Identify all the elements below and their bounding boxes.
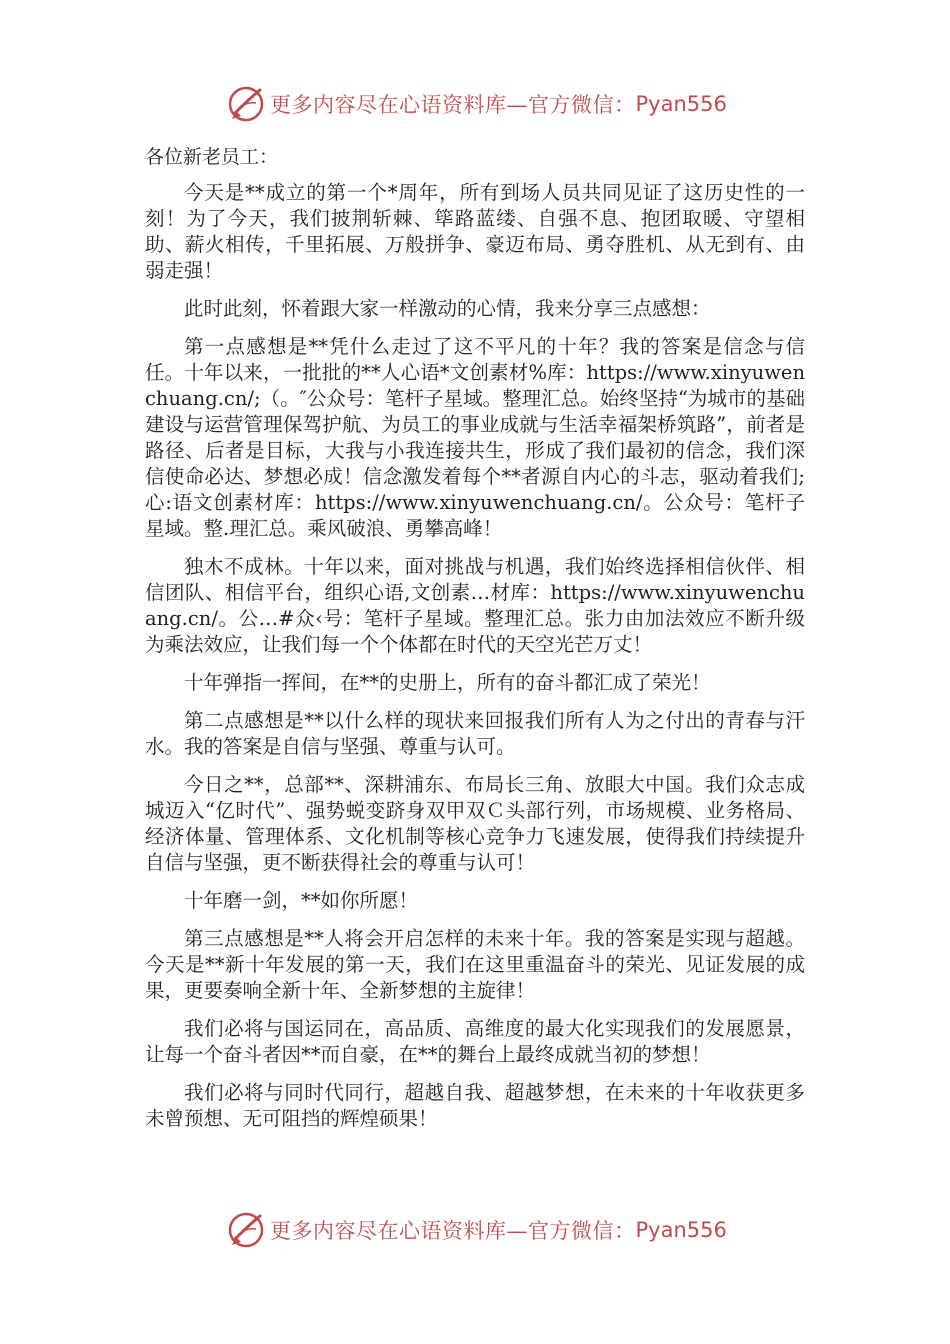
paragraph: 十年磨一剑，**如你所愿！ [184,889,419,912]
footer-banner [226,1208,727,1252]
pen-logo-icon [226,1210,266,1250]
paragraph: 第二点感想是**以什么样的现状来回报我们所有人为之付出的青春与汗水。我的答案是自信与坚强、尊重与认可。 [145,709,805,758]
paragraph: 十年弹指一挥间，在**的史册上，所有的奋斗都汇成了荣光！ [184,671,711,694]
banner-wechat-id: Pyan556 [635,1218,727,1242]
greeting: 各位新老员工： [145,146,279,168]
banner-text: 更多内容尽在心语资料库—官方微信： [270,93,636,117]
pen-logo-icon [226,84,266,124]
paragraph: 今天是**成立的第一个*周年，所有到场人员共同见证了这历史性的一刻！为了今天，我们披荆斩棘、筚路蓝缕、自强不息、抱团取暖、守望相助、薪火相传，千里拓展、万般拼争、豪迈布局、勇夺胜机、从无到有、由弱走强！ [145,181,805,282]
banner-text: 更多内容尽在心语资料库—官方微信： [270,1219,636,1243]
paragraph: 我们必将与国运同在，高品质、高维度的最大化实现我们的发展愿景，让每一个奋斗者因**而自豪，在**的舞台上最终成就当初的梦想！ [145,1017,805,1066]
banner-wechat-id: Pyan556 [635,92,727,116]
paragraph: 第一点感想是**凭什么走过了这不平凡的十年？我的答案是信念与信任。十年以来，一批批的**人心语*文创素材%库：https://www.xinyuwenchuang.cn/;（。″公众号：笔杆子星域。整理汇总。始终坚持“为城市的基础建设与运营管理保驾护航、为员工的事业成就与生活幸福架桥筑路”，前者是路径、后者是目标，大我与小我连接共生，形成了我们最初的信念，我们深信使命必达、梦想必成！信念激发着每个**者源自内心的斗志，驱动着我们;心:语文创素材库：https://www.xinyuwenchuang.cn/。公众号：笔杆子星域。整.理汇总。乘风破浪、勇攀高峰！ [145,335,805,540]
letter-body [145,140,805,1144]
paragraph: 第三点感想是**人将会开启怎样的未来十年。我的答案是实现与超越。今天是**新十年发展的第一天，我们在这里重温奋斗的荣光、见证发展的成果，更要奏响全新十年、全新梦想的主旋律！ [145,927,805,1002]
paragraph: 独木不成林。十年以来，面对挑战与机遇，我们始终选择相信伙伴、相信团队、相信平台，组织心语,文创素…材库：https://www.xinyuwenchuang.cn/。公…#众‹号：笔杆子星域。整理汇总。张力由加法效应不断升级为乘法效应，让我们每一个个体都在时代的天空光芒万丈！ [145,555,805,656]
paragraph: 今日之**，总部**、深耕浦东、布局长三角、放眼大中国。我们众志成城迈入“亿时代”、强势蜕变跻身双甲双Ｃ头部行列，市场规模、业务格局、经济体量、管理体系、文化机制等核心竞争力飞速发展，使得我们持续提升自信与坚强，更不断获得社会的尊重与认可！ [145,773,805,874]
paragraph: 此时此刻，怀着跟大家一样激动的心情，我来分享三点感想： [184,297,711,320]
header-banner [226,82,727,126]
paragraph: 我们必将与同时代同行，超越自我、超越梦想，在未来的十年收获更多未曾预想、无可阻挡的辉煌硕果！ [145,1081,805,1130]
